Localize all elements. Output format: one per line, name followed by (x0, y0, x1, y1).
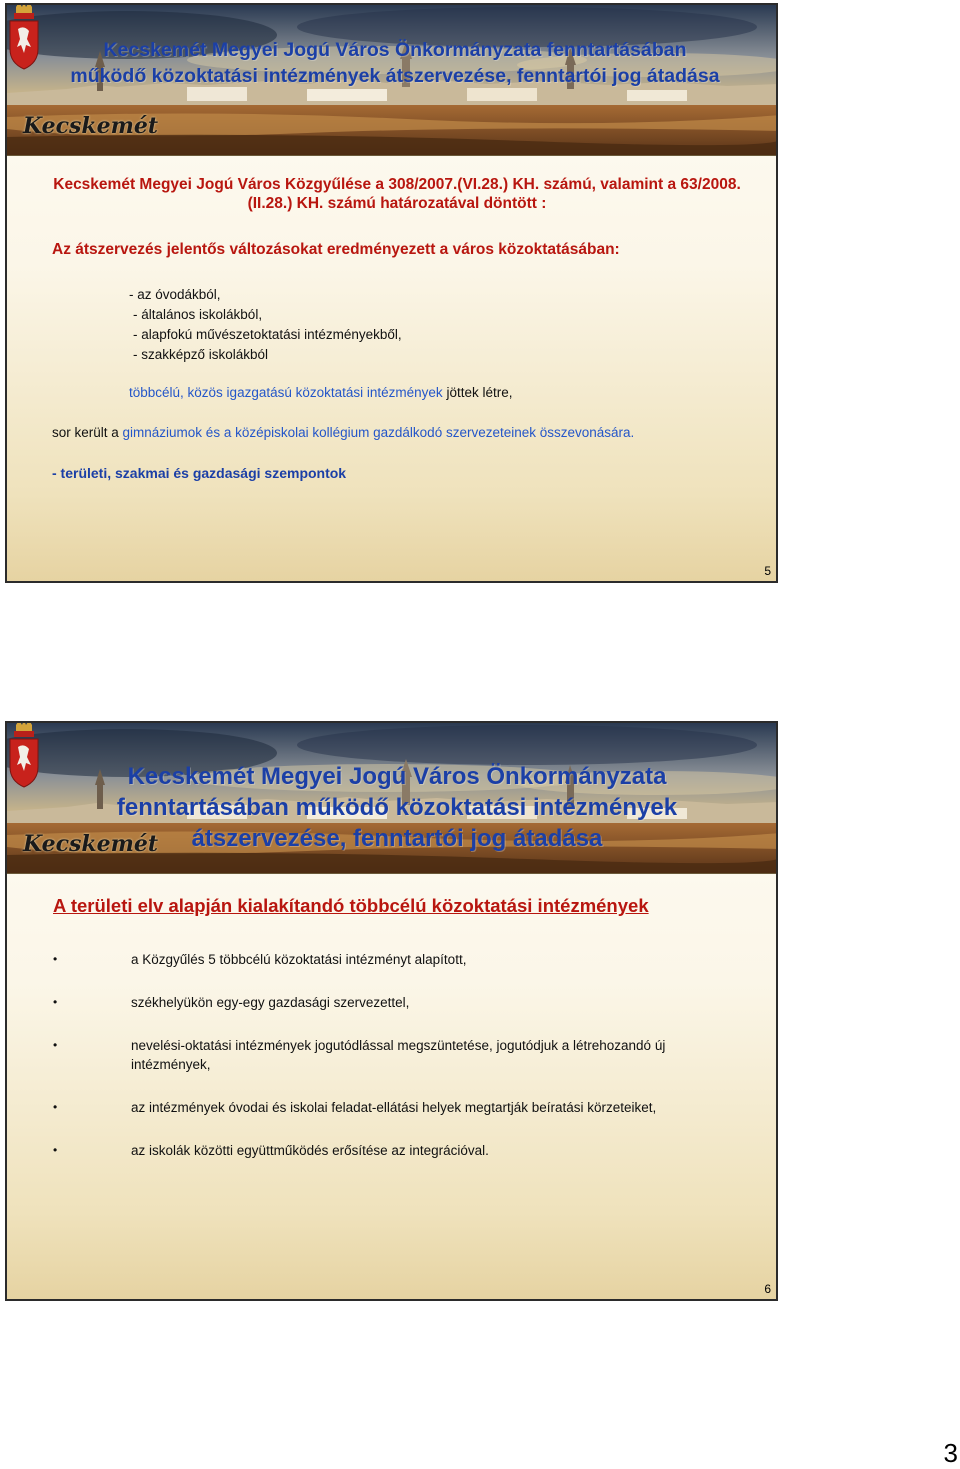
bullet-icon: • (53, 995, 58, 1009)
city-crest-icon (7, 5, 41, 71)
list-item: - alapfokú művészetoktatási intézményekből, (133, 327, 402, 342)
list-item: - az óvodákból, (129, 287, 221, 302)
change-text: Az átszervezés jelentős változásokat eredményezett a város közoktatásában: (52, 241, 620, 258)
decision-text: Kecskemét Megyei Jogú Város Közgyűlése a 308/2007.(VI.28.) KH. számú, valamint a 63/2008.(II.28.) KH. számú határozatával döntött : (53, 176, 741, 212)
painting-banner (7, 723, 776, 874)
highlight-text: gimnáziumok és a középiskolai kollégium gazdálkodó szervezeteinek összevonására. (122, 425, 635, 440)
bullet-icon: • (53, 952, 58, 966)
list-item: - általános iskolákból, (133, 307, 263, 322)
result-paragraph (129, 385, 512, 400)
institution-list (129, 285, 402, 365)
slide-title: Kecskemét Megyei Jogú Város Önkormányzata fenntartásában működő közoktatási intézmények átszervezése, fenntartói jog átadása (70, 39, 720, 87)
plain-text: jöttek létre, (442, 385, 513, 400)
slide-number: 6 (764, 1282, 771, 1296)
city-crest-icon (7, 723, 41, 789)
slide-5 (5, 3, 778, 583)
bullet-text: az iskolák közötti együttműködés erősítése az integrációval. (131, 1143, 489, 1158)
bullet-icon: • (53, 1100, 58, 1114)
bullet-text: a Közgyűlés 5 többcélú közoktatási intézményt alapított, (131, 952, 467, 967)
highlight-text: többcélú, közös igazgatású közoktatási intézmények (129, 385, 443, 400)
city-name-script: Kecskemét (23, 113, 159, 139)
bullet-icon: • (53, 1143, 58, 1157)
aspects-text: - területi, szakmai és gazdasági szempontok (52, 465, 347, 481)
slide-6 (5, 721, 778, 1301)
city-name-script: Kecskemét (23, 831, 159, 857)
merger-paragraph (52, 425, 634, 440)
bullet-text: nevelési-oktatási intézmények jogutódlással megszüntetése, jogutódjuk a létrehozandó új intézmények, (131, 1038, 666, 1072)
slide-title: Kecskemét Megyei Jogú Város Önkormányzata fenntartásában működő közoktatási intézmények átszervezése, fenntartói jog átadása (116, 763, 678, 852)
section-heading: A területi elv alapján kialakítandó többcélú közoktatási intézmények (53, 895, 649, 916)
slide-number: 5 (764, 564, 771, 578)
document-page-number: 3 (943, 1438, 958, 1468)
bullet-icon: • (53, 1038, 58, 1052)
list-item: - szakképző iskolákból (133, 347, 269, 362)
bullet-text: székhelyükön egy-egy gazdasági szervezettel, (131, 995, 410, 1010)
painting-banner (7, 5, 776, 156)
bullet-text: az intézmények óvodai és iskolai feladat-ellátási helyek megtartják beíratási körzeteiket, (131, 1100, 657, 1115)
plain-text: sor került a (52, 425, 123, 440)
